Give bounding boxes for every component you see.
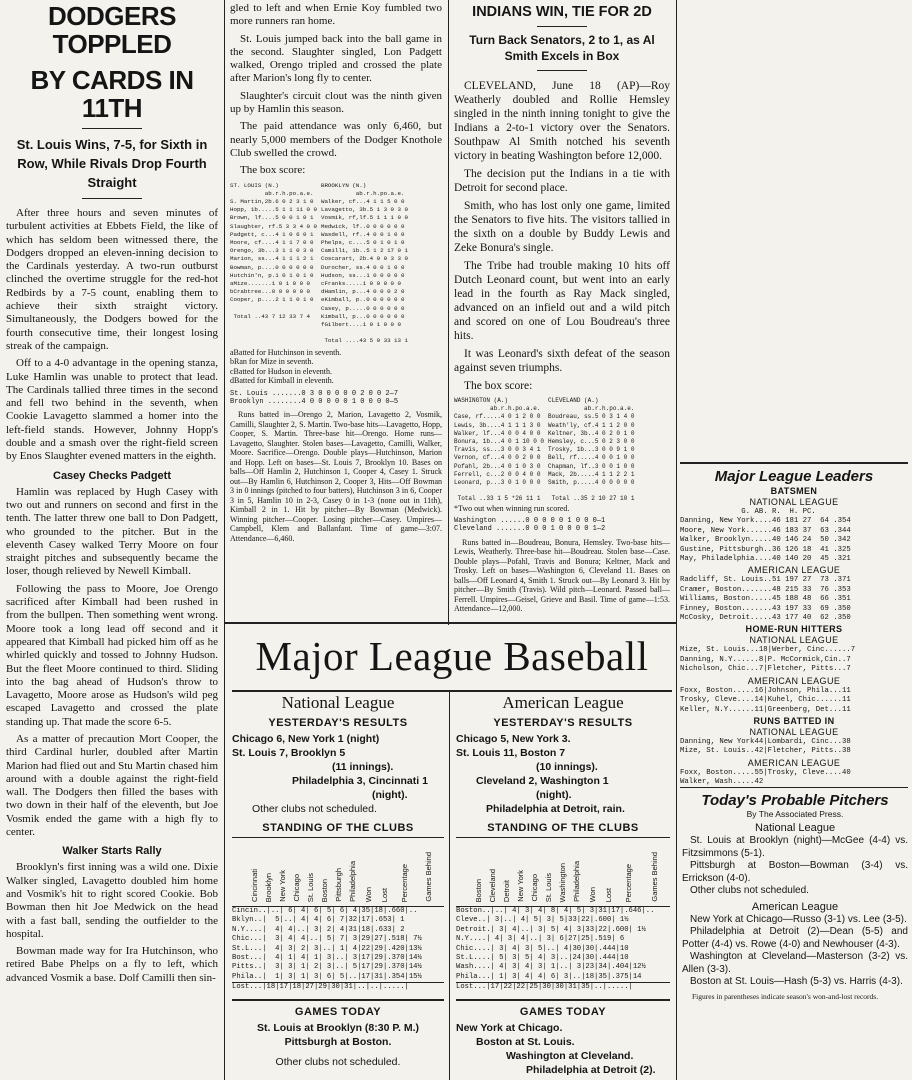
paragraph: It was Leonard's sixth defeat of the season against seven triumphs. — [454, 348, 670, 374]
leader-row: McCosky, Detroit.....43 177 40 62 .350 — [680, 614, 851, 623]
section-heading-casey: Casey Checks Padgett — [53, 469, 171, 482]
results-heading: YESTERDAY'S RESULTS — [268, 717, 408, 729]
paragraph: The Tribe had trouble making 10 hits off Dutch Leonard count, but went into an early lead in the fourth as Ray Mack singled, advanced on an infield out and a wild pitch and scored on one of Lou Boudreau's three hits. — [454, 260, 670, 342]
pitcher-line: Other clubs not scheduled. — [690, 885, 809, 896]
result-line: St. Louis 11, Boston 7 — [456, 747, 566, 759]
col-header: Games Behind — [650, 852, 659, 902]
paragraph: St. Louis jumped back into the ball game in the second. Slaughter singled, Lon Padgett walked, Orengo tripled and crossed the plate after Marion's long fly to center. — [230, 32, 442, 85]
standings-row: Phila...| 1| 3| 4| 4| 6| 3|..|18|35|.375|14 — [456, 972, 642, 981]
leader-row: Gustine, Pittsburgh..36 126 18 41 .325 — [680, 545, 851, 554]
result-line: Cleveland 2, Washington 1 — [476, 775, 609, 787]
leaders-rbi-nl: NATIONAL LEAGUE — [749, 726, 839, 737]
leader-row: Walker, Brooklyn.....40 146 24 50 .342 — [680, 536, 851, 545]
leaders-box — [680, 462, 908, 788]
games-divider — [456, 999, 670, 1001]
leader-row: Danning, New York....46 181 27 64 .354 — [680, 517, 851, 526]
standings-heading: STANDING OF THE CLUBS — [262, 822, 414, 834]
game-line: Washington at Cleveland. — [506, 1049, 634, 1062]
paragraph: Following the pass to Moore, Joe Orengo sacrificed after Kimball had been rushed in from the bullpen. Then something went wrong. Moore took a long lead off second and it appeared that Kimball had picked him off as he whirled quickly and tossed to Johnny Hudson. But the fleet Moore continued to third. Sliding into the bag ahead of Hudson's throw to Lavagetto, Moore arose as Hudson's wild peg escaped Lavagetto and crossed the plate standing up. That made the score 6-5. — [6, 582, 218, 728]
box-note: bRan for Mize in seventh. — [230, 357, 314, 367]
league-name: National League — [281, 693, 395, 712]
pitchers-title: Today's Probable Pitchers — [701, 792, 889, 809]
leader-row: Moore, New York......46 183 37 63 .344 — [680, 526, 851, 535]
leaders-header: G. AB. R. H. PC. — [680, 508, 816, 516]
box-score-washington: WASHINGTON (A.) ab.r.h.po.a.e. Case, rf.....4 0 1 2 0 0 Lewis, 3b....4 1 1 1 3 0 Walker, lf...4 0 0 4 0 0 Bonura, 1b...4 0 1 10 0 0 Travis, ss...3 0 0 3 4 1 Vernon, cf...4 0 0 2 0 0 Pofahl, 2b...4 0 1 0 3 0 Ferrell, c...2 0 0 4 0 0 Leonard, p...3 0 1 0 0 0 Total ..33 1 5 *26 11 1 — [454, 397, 545, 503]
standings-row: Boston..|..| 4| 3| 4| 8| 4| 5| 3|31|17|.646|.. — [456, 907, 655, 915]
pitchers-byline: By The Associated Press. — [746, 809, 844, 819]
col-header: Games Behind — [424, 852, 433, 902]
standings-row: Chic....| 3| 4| 3| 5|..| 4|30|30|.444|10 — [456, 944, 629, 953]
headline-line-1: DODGERS TOPPLED — [48, 1, 176, 59]
paragraph: Brooklyn's first inning was a wild one. Dixie Walker singled, Lavagetto doubled him home and Vosmik's hit to right scored Cookie. Bob Bowman then hit Joe Medwick on the head with a fast ball, sending the outfielder to the hospital. — [6, 861, 218, 940]
paragraph: Smith, who has lost only one game, limited the Senators to five hits. The visitors tallied in the sixth on a double by Buddy Lewis and Zeke Bonura's single. — [454, 200, 670, 254]
standings-row: Chic...| 3| 4| 4|..| 5| 7| 3|29|27|.518| 7½ — [232, 935, 422, 944]
leaders-rbi-heading: RUNS BATTED IN — [753, 715, 835, 726]
col-header: Percentage — [624, 863, 633, 902]
box-note: *Two out when winning run scored. — [454, 503, 570, 513]
paragraph: Off to a 4-0 advantage in the opening stanza, Luke Hamlin was unable to protect that lead. The Cardinals tallied three times in the second and fell two behind in the seventh, when Cookie Lavagetto slammed a homer into the left-field stands. However, Johnny Hopp's double and a smash over the right-field screen by Enos Slaughter evened matters in the eighth. — [6, 357, 218, 463]
box-score — [230, 182, 442, 346]
result-line: Chicago 6, New York 1 (night) — [232, 733, 380, 745]
col-header: Chicago — [292, 874, 301, 902]
games-heading: GAMES TODAY — [294, 1005, 382, 1018]
indians-headline-divider — [537, 26, 587, 27]
col-header: Chicago — [530, 874, 539, 902]
banner-top-rule — [224, 622, 676, 624]
result-line: Other clubs not scheduled. — [252, 803, 377, 815]
result-line: (10 innings). — [536, 761, 598, 773]
leader-row: Mize, St. Louis...18|Werber, Cinc......7 — [680, 646, 856, 655]
result-line: (night). — [372, 789, 408, 801]
leader-row: Danning, N.Y......8|P. McCormick,Cin..7 — [680, 655, 851, 664]
col-header: Philadelphia — [348, 861, 357, 902]
indians-article — [454, 0, 670, 622]
indians-box-score — [454, 397, 670, 504]
leader-row: Radcliff, St. Louis..51 197 27 73 .371 — [680, 576, 851, 585]
result-line: Philadelphia 3, Cincinnati 1 — [292, 775, 428, 787]
paragraph: The box score: — [240, 164, 306, 177]
game-line: Pittsburgh at Boston. — [284, 1035, 392, 1048]
box-note: dBatted for Kimball in eleventh. — [230, 376, 334, 386]
dodgers-article — [6, 0, 218, 1080]
col-header: Washington — [558, 862, 567, 902]
standings-row: St.L...| 4| 3| 2| 3|..| 1| 4|22|29|.420|13½ — [232, 944, 422, 953]
national-league-panel — [232, 693, 444, 1069]
standings-row: N.Y....| 4| 4|..| 3| 2| 4|31|18|.633| 2 — [232, 925, 405, 934]
banner-title: Major League Baseball — [255, 633, 649, 679]
leader-row: Keller, N.Y......11|Greenberg, Det...11 — [680, 705, 851, 714]
leader-row: Williams, Boston.....45 188 48 66 .351 — [680, 595, 851, 604]
indians-subhead-divider — [537, 70, 587, 71]
leader-row: Mize, St. Louis..42|Fletcher, Pitts..38 — [680, 747, 851, 756]
headline-divider — [82, 128, 142, 129]
pitcher-line: Philadelphia at Detroit (2)—Dean (5-5) and Potter (4-4) vs. Rowe (4-0) and Newhouser (4-3). — [682, 926, 908, 950]
col-header: Boston — [320, 878, 329, 902]
pitcher-line: Boston at St. Louis—Hash (5-3) vs. Harris (4-3). — [690, 976, 903, 987]
probable-pitchers-box — [682, 792, 908, 1080]
result-line: Philadelphia at Detroit, rain. — [486, 803, 625, 815]
results-heading: YESTERDAY'S RESULTS — [493, 717, 633, 729]
league-name: American League — [502, 693, 624, 712]
article-subhead: St. Louis Wins, 7-5, for Sixth in Row, While Rivals Drop Fourth Straight — [16, 137, 208, 190]
paragraph: Hamlin was replaced by Hugh Casey with two out and runners on second and first in the tenth. The latter threw one ball to Don Padgett, who grounded to the pitcher. But in the eleventh Casey walked Terry Moore on four straight pitches and subsequently became the loser, though relieved by Newell Kimball. — [6, 485, 218, 578]
box-score-brooklyn: BROOKLYN (N.) ab.r.h.po.a.e. Walker, cf...4 1 1 5 0 0 Lavagetto, 3b.5 1 3 0 3 0 Vosmik, rf,lf.5 1 1 1 0 0 Medwick, lf..0 0 0 0 0 0 Wasdell, rf..4 0 0 1 0 0 Phelps, c....5 0 1 0 1 0 Camilli, 1b..5 1 2 17 0 1 Coscarart, 2b.4 0 0 3 3 0 Durocher, ss.4 0 0 1 0 0 Hudson, ss...1 0 0 0 0 0 cFranks.....1 0 0 0 0 0 dHamlin, p...4 0 0 0 2 0 eKimball, p..0 0 0 0 0 0 Casey, p.....0 0 0 0 0 0 Kimball, p...0 0 0 0 0 0 fGilbert....1 0 1 0 0 0 Total ....43 5 9 33 13 1 — [320, 181, 408, 345]
box-score-st-louis: ST. LOUIS (N.) ab.r.h.po.a.e. S. Martin,2b.6 0 2 3 1 0 Hopp, 1b.....5 1 1 11 0 0 Brown, lf....5 0 0 1 0 1 Slaughter, rf.5 3 3 4 0 0 Padgett, c...4 1 0 6 0 1 Moore, cf....4 1 1 7 0 0 Orengo, 3b...3 1 1 0 3 0 Marion, ss...4 1 1 1 2 1 Bowman, p....0 0 0 0 0 0 Hutchin'n, p.1 0 1 0 1 0 aMize.......1 0 1 0 0 0 bCrabtree...0 0 0 0 0 0 Cooper, p....2 1 1 0 1 0 Total ..43 7 12 33 7 4 — [230, 181, 317, 320]
leaders-batsmen: BATSMEN — [770, 486, 818, 496]
game-line: Philadelphia at Detroit (2). — [526, 1063, 656, 1076]
col-header: Cleveland — [488, 868, 497, 902]
paragraph: Bowman made way for Ira Hutchinson, who retired Babe Phelps on a fly to left, which advanced Vosmik a base. Dolf Camilli then sin- — [6, 945, 218, 984]
standings-row: Detroit.| 3| 4|..| 3| 5| 4| 3|33|22|.600| 1½ — [456, 925, 646, 934]
leaders-top-rule — [680, 462, 908, 464]
standings-row: Cleve..| 3|..| 4| 5| 3| 5|33|22|.600| 1½ — [456, 916, 629, 925]
pitcher-line: Pittsburgh at Boston—Bowman (3-4) vs. Errickson (4-0). — [682, 860, 908, 884]
standings-table — [456, 822, 670, 993]
col-header: Pittsburgh — [334, 868, 343, 902]
leader-row: Cramer, Boston.......48 215 33 76 .353 — [680, 585, 851, 594]
game-line: St. Louis at Brooklyn (8:30 P. M.) — [256, 1021, 419, 1034]
leaders-hr-al: AMERICAN LEAGUE — [747, 675, 841, 686]
pitchers-footnote: Figures in parentheses indicate season's won-and-lost records. — [692, 991, 879, 1001]
leader-row: Danning, New York44|Lombardi, Cinc...38 — [680, 737, 851, 746]
column-rule-2 — [448, 0, 449, 625]
paragraph: The paid attendance was only 6,460, but nearly 5,000 members of the Dodger Knothole Club swelled the crowd. — [230, 120, 442, 159]
box-summary: Runs batted in—Orengo 2, Marion, Lavagetto 2, Vosmik, Camilli, Slaughter 2, S. Martin. Two-base hits—Lavagetto, Hopp, Cooper, S. Martin. Three-base hit—Orengo. Home runs—Lavagetto, Slaughter. Stolen bases—Lavagetto, Camilli, Walker, Moore. Sacrifice—Orengo. Double plays—Hutchinson, Marion and Hopp. Left on bases—St. Louis 7, Brooklyn 10. Bases on balls—Off Hamlin 2, Hutchinson 1, Cooper 4, Casey 1. Struck out—By Hamlin 6, Hutchinson 2, Cooper 3, Hits—Off Bowman 3 in 0 innings (pitched to four batters), Hutchinson 3 in 6, Cooper 3 in 5, Hamlin 10 in 2-3, Casey 0 in 1-3 (none out in 11th), Kimball 2 in 1. Hit by pitcher—By Bowman (Medwick). Winning pitcher—Cooper. Losing pitcher—Casey. Umpires—Campbell, Klem and Ballanfant. Time of game—3:07. Attendance—6,460. — [230, 410, 442, 543]
box-note: cBatted for Hudson in eleventh. — [230, 366, 332, 376]
col-header: Won — [588, 886, 597, 902]
leaders-title: Major League Leaders — [714, 468, 874, 485]
standings-row: Bklyn..| 5|..| 4| 4| 6| 7|32|17|.653| 1 — [232, 916, 405, 925]
col-header: Detroit — [502, 879, 511, 902]
leaders-al-heading: AMERICAN LEAGUE — [747, 565, 841, 576]
paragraph: The decision put the Indians in a tie with Detroit for second place. — [454, 168, 670, 194]
game-line: Other clubs not scheduled. — [275, 1055, 401, 1068]
col-header: New York — [516, 870, 525, 902]
box-summary: Runs batted in—Boudreau, Bonura, Hemsley. Two-base hits—Lewis, Weatherly. Three-base hit—Boudreau. Stolen base—Case. Double plays—Pofahl, Travis and Bonura; Keltner, Mack and Trosky. Left on bases—Washington 6, Cleveland 11. Bases on balls—Off Leonard 4, Smith 1. Struck out—By Leonard 3. Hit by pitcher—By Smith (Travis). Wild pitch—Leonard. Passed ball—Ferrell. Umpires—Geisel, Grieve and Basil. Time of game—1:53. Attendance—12,000. — [454, 537, 670, 614]
standings-column-headers — [456, 837, 670, 907]
leader-row: Foxx, Boston.....16|Johnson, Phila...11 — [680, 686, 851, 695]
games-divider — [232, 999, 444, 1001]
col-header: Philadelphia — [572, 861, 581, 902]
paragraph: gled to left and when Ernie Koy fumbled two more runners ran home. — [230, 2, 442, 28]
leader-row: Trosky, Cleve....14|Kuhel, Chic......11 — [680, 696, 851, 705]
col-header: Won — [364, 886, 373, 902]
standings-heading: STANDING OF THE CLUBS — [487, 822, 639, 834]
paragraph: After three hours and seven minutes of turbulent activities at Ebbets Field, the like of which has seldom been witnessed there, the Dodgers dropped an eleven-inning decision to the Cardinals yesterday. A two-run outburst clinched the overtime struggle for the red-hot Redbirds by a 7-5 count, enabling them to achieve their sixth straight victory. Simultaneously, the Dodgers bowed for the fourth consecutive time, their longest losing streak of the campaign. — [6, 207, 218, 352]
col-header: St. Louis — [306, 872, 315, 902]
leaders-nl-heading: NATIONAL LEAGUE — [749, 497, 839, 507]
leader-row: Finney, Boston.......43 197 33 69 .350 — [680, 604, 851, 613]
leader-row: Nicholson, Chic...7|Fletcher, Pitts...7 — [680, 665, 851, 674]
leader-row: Foxx, Boston.....55|Trosky, Cleve....40 — [680, 768, 851, 777]
linescore: St. Louis .......0 3 0 0 0 0 0 2 0 0 2—7 Brooklyn ........4 0 0 0 0 0 1 0 0 0 0—5 — [230, 389, 399, 406]
headline-line-2: BY CARDS IN 11TH — [30, 65, 194, 123]
pitchers-nl-heading: National League — [754, 822, 836, 834]
paragraph: The box score: — [464, 380, 533, 392]
pitchers-al-heading: American League — [751, 900, 839, 913]
american-league-panel — [456, 693, 670, 1077]
col-header: Brooklyn — [264, 872, 273, 902]
indians-subhead: Turn Back Senators, 2 to 1, as Al Smith Excels in Box — [469, 33, 655, 63]
col-header: Cincinnati — [250, 869, 259, 902]
linescore: Washington ......0 0 0 0 0 1 0 0 0—1 Cleveland .......0 0 0 1 0 0 0 0 1—2 — [454, 517, 606, 534]
standings-row: Wash....| 4| 3| 4| 3| 1|..| 3|23|34|.404|12½ — [456, 963, 646, 972]
paragraph: Slaughter's circuit clout was the ninth given up by Hamlin this season. — [230, 89, 442, 116]
col-header: Percentage — [400, 863, 409, 902]
col-header: St. Louis — [544, 872, 553, 902]
standings-row: Cincin..|..| 6| 4| 6| 5| 6| 4|35|18|.660|.. — [232, 907, 418, 915]
dodgers-continuation — [230, 0, 442, 622]
result-line: (night). — [536, 789, 572, 801]
standings-row: Lost...|18|17|18|27|29|30|31|..|..|.....| — [232, 982, 444, 992]
mlb-banner — [232, 625, 672, 692]
subhead-divider — [82, 198, 142, 199]
leaders-rbi-al: AMERICAN LEAGUE — [747, 757, 841, 768]
pitcher-line: St. Louis at Brooklyn (night)—McGee (4-4) vs. Fitzsimmons (5-1). — [682, 835, 908, 859]
paragraph: CLEVELAND, June 18 (AP)—Roy Weatherly doubled and Rollie Hemsley singled in the ninth inning tonight to give the Indians a 2-to-1 victory over the Senators. Southpaw Al Smith notched his seventh victory in beating Washington before 12,000. — [454, 80, 670, 162]
standings-row: Bost...| 4| 1| 4| 1| 3|..| 3|17|29|.370|14½ — [232, 954, 422, 963]
standings-row: Pitts..| 3| 3| 1| 2| 3|..| 5|17|29|.370|14½ — [232, 963, 422, 972]
leaders-hr-heading: HOME-RUN HITTERS — [745, 624, 843, 635]
standings-column-headers — [232, 837, 444, 907]
standings-table — [232, 822, 444, 993]
col-header: Boston — [474, 878, 483, 902]
standings-row: St.L....| 5| 3| 5| 4| 3|..|24|30|.444|10 — [456, 954, 629, 963]
result-line: (11 innings). — [332, 761, 394, 773]
paragraph: As a matter of precaution Mort Cooper, the third Cardinal hurler, doubled after Martin Marion had flied out and Stu Martin chased him around with a double against the right-field wall. The Dodgers then filled the bases with two down in their half of the eleventh, but Joe Vosmik ended the game with a high fly to center. — [6, 732, 218, 839]
box-score-cleveland: CLEVELAND (A.) ab.r.h.po.a.e. Boudreau, ss.5 0 3 1 4 0 Weath'ly, cf.4 1 1 2 0 0 Keltner, 3b..4 0 2 0 1 0 Hemsley, c...5 0 2 3 0 0 Trosky, 1b...3 0 0 9 1 0 Bell, rf.....4 0 0 1 0 0 Chapman, lf..3 0 0 1 0 0 Mack, 2b.....4 1 1 2 2 1 Smith, p.....4 0 0 0 0 0 Total ..35 2 10 27 10 1 — [548, 397, 635, 503]
result-line: Chicago 5, New York 3. — [456, 733, 571, 745]
standings-row: Phila..| 1| 3| 1| 3| 6| 5|..|17|31|.354|15½ — [232, 972, 422, 981]
column-rule-1 — [224, 0, 225, 1080]
game-line: Boston at St. Louis. — [476, 1035, 575, 1048]
box-note: aBatted for Hutchinson in seventh. — [230, 347, 342, 357]
standings-row: N.Y....| 4| 3| 4|..| 3| 6|27|25|.519| 6 — [456, 935, 625, 944]
game-line: New York at Chicago. — [456, 1021, 563, 1034]
pitcher-line: New York at Chicago—Russo (3-1) vs. Lee (3-5). — [690, 913, 907, 925]
indians-headline: INDIANS WIN, TIE FOR 2D — [472, 4, 652, 20]
games-heading: GAMES TODAY — [519, 1005, 607, 1018]
column-rule-3 — [676, 0, 677, 1080]
col-header: Lost — [604, 887, 613, 902]
leaders-hr-nl: NATIONAL LEAGUE — [749, 635, 839, 646]
result-line: St. Louis 7, Brooklyn 5 — [232, 747, 346, 759]
section-heading-walker: Walker Starts Rally — [62, 845, 162, 858]
leader-row: Walker, Wash.....42 — [680, 778, 764, 787]
col-header: Lost — [380, 887, 389, 902]
league-divider — [449, 692, 450, 1080]
standings-row: Lost...|17|22|22|25|30|30|31|35|..|.....| — [456, 982, 670, 992]
leader-row: May, Philadelphia....40 140 20 45 .321 — [680, 555, 851, 564]
pitcher-line: Washington at Cleveland—Masterson (3-2) vs. Allen (3-3). — [682, 951, 908, 975]
col-header: New York — [278, 870, 287, 902]
